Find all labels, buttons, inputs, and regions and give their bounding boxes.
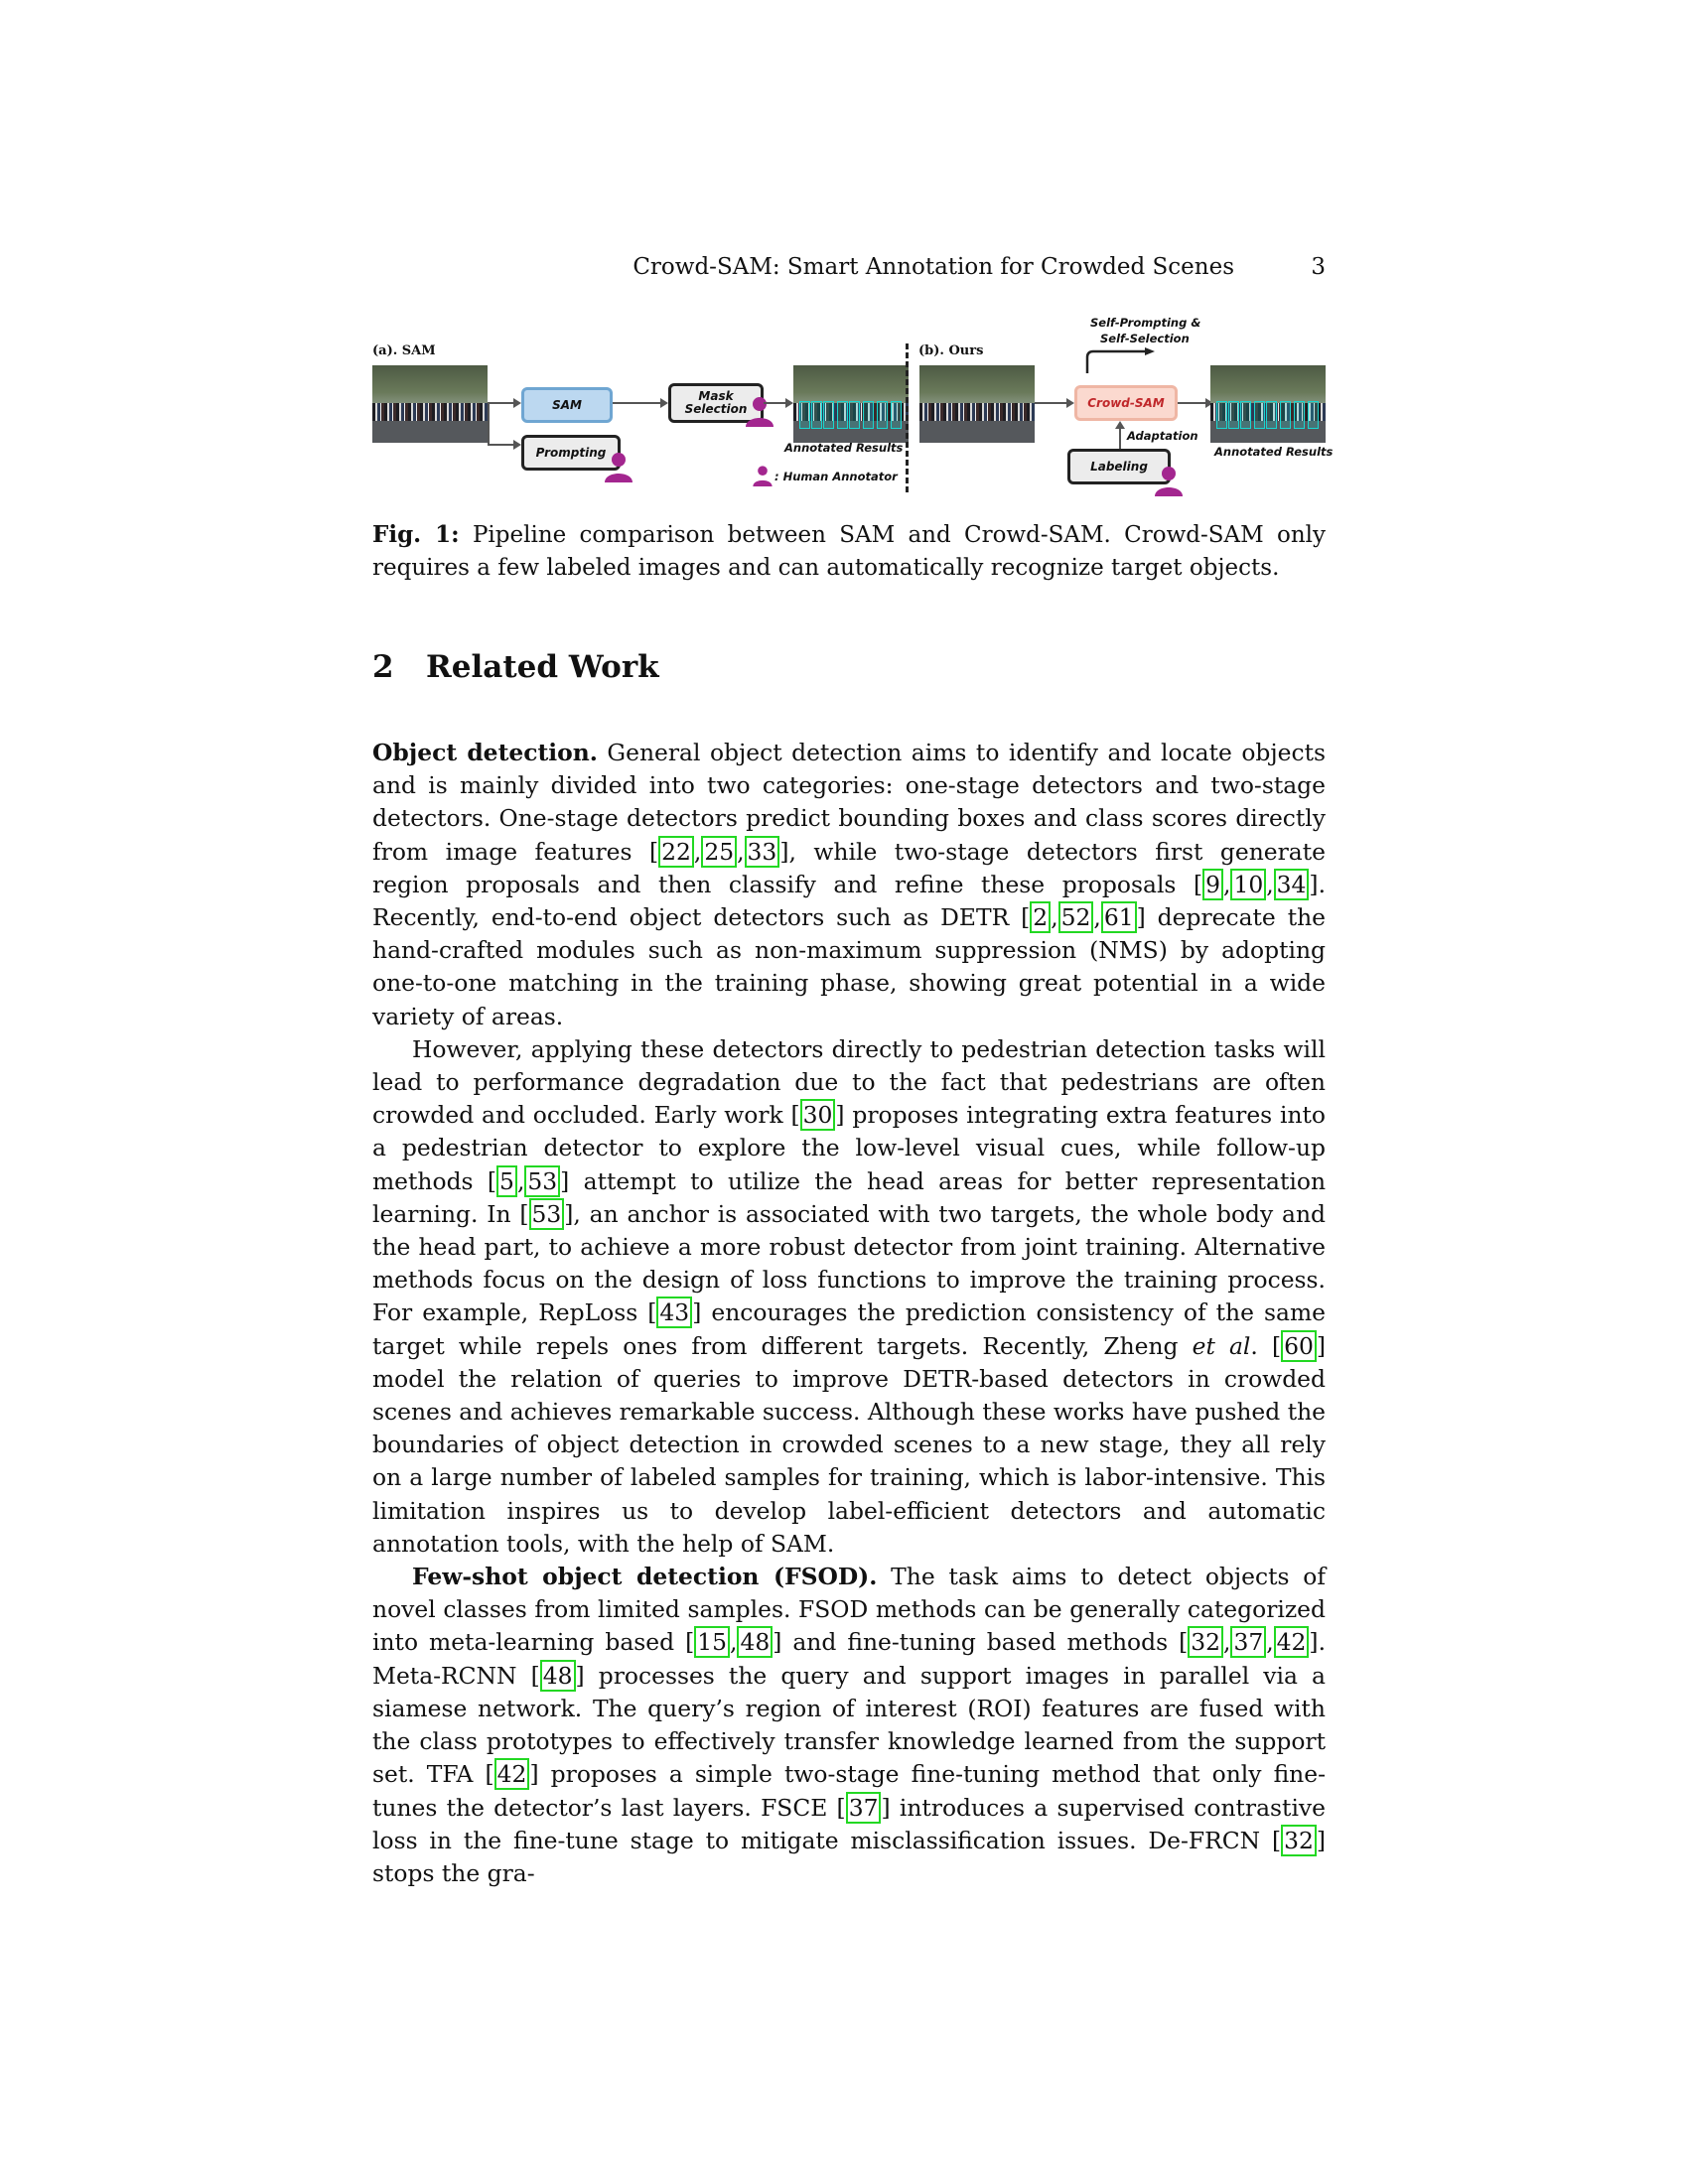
paper-page: [372, 0, 1334, 2184]
annotated-image-a: [793, 365, 909, 443]
running-head: [372, 252, 1326, 282]
citation-link[interactable]: 43: [656, 1297, 692, 1328]
page-number: 3: [1311, 254, 1326, 280]
sam-box: SAM: [521, 387, 613, 423]
citation-link[interactable]: 48: [540, 1660, 576, 1692]
annotated-results-label-b: Annotated Results: [1214, 445, 1334, 459]
caption-text: Pipeline comparison between SAM and Crowd-SAM. Crowd-SAM only requires a few labeled images and can automatically recognize target objects.: [372, 522, 1326, 581]
section-title: Related Work: [426, 649, 659, 685]
citation-link[interactable]: 52: [1058, 901, 1094, 933]
paragraph-lead: Few-shot object detection (FSOD).: [412, 1563, 878, 1591]
prompting-box: Prompting: [521, 435, 621, 471]
input-image-a: [372, 365, 488, 443]
labeling-box: Labeling: [1067, 449, 1171, 484]
citation-link[interactable]: 15: [694, 1626, 730, 1658]
citation-link[interactable]: 60: [1281, 1330, 1317, 1362]
body-text: [372, 737, 1326, 1890]
figure-caption: [372, 518, 1326, 585]
citation-link[interactable]: 25: [701, 836, 737, 868]
citation-link[interactable]: 5: [496, 1165, 517, 1197]
human-annotator-legend: : Human Annotator: [774, 470, 898, 483]
citation-link[interactable]: 48: [737, 1626, 773, 1658]
citation-link[interactable]: 32: [1281, 1825, 1317, 1856]
input-image-b: [919, 365, 1035, 443]
citation-link[interactable]: 37: [1230, 1626, 1266, 1658]
person-icon: [744, 395, 775, 427]
citation-link[interactable]: 34: [1274, 869, 1310, 900]
citation-link[interactable]: 37: [846, 1792, 882, 1824]
paragraph-pedestrian-detection: However, applying these detectors directly to pedestrian detection tasks will lead to performance degradation due to the fact that pedestrians are often crowded and occluded. Early work [ 30 ] proposes integrating extra features into a pedestrian detector to explore the low-level visual cues, while follow-up methods [ 5 , 53 ] attempt to utilize the head areas for better representation learning. In [ 53 ], an anchor is associated with two targets, the whole body and the head part, to achieve a more robust detector from joint training. Alternative methods focus on the design of loss functions to improve the training process. For example, RepLoss [ 43 ] encourages the prediction consistency of the same target while repels ones from different targets. Recently, Zheng et al. [ 60 ] model the relation of queries to improve DETR-based detectors in crowded scenes and achieves remarkable success. Although these works have pushed the boundaries of object detection in crowded scenes to a new stage, they all rely on a large number of labeled samples for training, which is labor-intensive. This limitation inspires us to develop label-efficient detectors and automatic annotation tools, with the help of SAM.: [372, 1034, 1327, 1558]
adaptation-label: Adaptation: [1127, 429, 1198, 443]
person-icon: [603, 451, 634, 482]
citation-link[interactable]: 9: [1202, 869, 1223, 900]
running-title: Crowd-SAM: Smart Annotation for Crowded Scenes: [633, 254, 1234, 280]
section-number: 2: [372, 649, 394, 685]
crowd-sam-box: Crowd-SAM: [1074, 385, 1178, 421]
citation-link[interactable]: 33: [745, 836, 780, 868]
citation-link[interactable]: 61: [1101, 901, 1137, 933]
citation-link[interactable]: 32: [1188, 1626, 1223, 1658]
citation-link[interactable]: 42: [1274, 1626, 1310, 1658]
citation-link[interactable]: 2: [1030, 901, 1051, 933]
mask-selection-box: Mask Selection: [668, 383, 764, 423]
citation-link[interactable]: 22: [658, 836, 694, 868]
caption-label: Fig. 1:: [372, 521, 460, 548]
citation-link[interactable]: 10: [1230, 869, 1266, 900]
citation-link[interactable]: 42: [494, 1758, 530, 1790]
person-icon: [752, 465, 774, 486]
citation-link[interactable]: 53: [524, 1165, 560, 1197]
self-loop-arrow: [1081, 347, 1161, 375]
paragraph-lead: Object detection.: [372, 739, 598, 766]
panel-a-tag: (a). SAM: [372, 343, 436, 358]
self-selection-label: Self-Selection: [1100, 332, 1190, 345]
figure-1: [372, 316, 1334, 499]
paragraph-fsod: Few-shot object detection (FSOD). The task aims to detect objects of novel classes from limited samples. FSOD methods can be generally categorized into meta-learning based [ 15 , 48 ] and fine-tuning based methods [ 32 , 37 , 42 ]. Meta-RCNN [ 48 ] processes the query and support images in parallel via a siamese network. The query’s region of interest (ROI) features are fused with the class prototypes to effectively transfer knowledge learned from the support set. TFA [ 42 ] proposes a simple two-stage fine-tuning method that only fine-tunes the detector’s last layers. FSCE [ 37 ] introduces a supervised contrastive loss in the fine-tune stage to mitigate misclassification issues. De-FRCN [ 32 ] stops the gra-: [372, 1563, 1327, 1887]
self-prompting-label: Self-Prompting &: [1090, 316, 1201, 330]
section-heading: [372, 647, 659, 687]
citation-link[interactable]: 30: [800, 1099, 836, 1131]
paragraph-object-detection: Object detection. General object detection aims to identify and locate objects and is mainly divided into two categories: one-stage detectors and two-stage detectors. One-stage detectors predict bounding boxes and class scores directly from image features [ 22 , 25 , 33 ], while two-stage detectors first generate region proposals and then classify and refine these proposals [ 9 , 10 , 34 ]. Recently, end-to-end object detectors such as DETR [ 2 , 52 , 61 ] deprecate the hand-crafted modules such as non-maximum suppression (NMS) by adopting one-to-one matching in the training phase, showing great potential in a wide variety of areas.: [372, 739, 1327, 1030]
panel-divider: [906, 343, 909, 492]
panel-b-tag: (b). Ours: [918, 343, 984, 358]
citation-link[interactable]: 53: [529, 1198, 565, 1230]
annotated-results-label-a: Annotated Results: [784, 441, 904, 455]
annotated-image-b: [1210, 365, 1326, 443]
person-icon: [1153, 465, 1185, 496]
